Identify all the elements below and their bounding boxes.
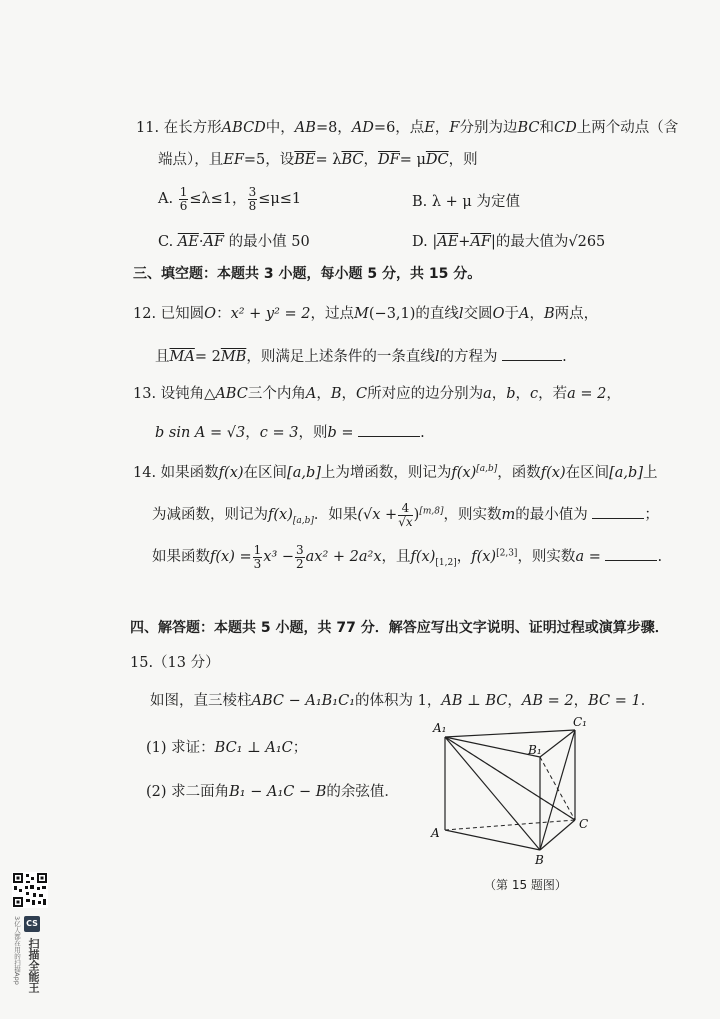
section4-title: 四、解答题：本题共 5 小题，共 77 分．解答应写出文字说明、证明过程或演算步骤．	[130, 620, 669, 636]
label-a: A	[431, 826, 440, 840]
brand-slogan: 3亿人都在用的扫描App	[13, 916, 21, 985]
qr-code-icon	[12, 872, 48, 908]
answer-blank[interactable]	[358, 424, 420, 437]
q13-line1: 13. 设钝角△ABC三个内角A，B，C所对应的边分别为a，b，c，若a = 2，	[133, 386, 621, 402]
fraction: $\frac{3}{2}$	[296, 543, 304, 571]
q11-line1: 11. 在长方形ABCD中，AB=8，AD=6，点E，F分别为边BC和CD上两个动点（含	[136, 120, 679, 136]
edge-b1c1	[540, 730, 575, 757]
q11-option-d: D. $|\overline{AE}+\overline{AF}|$的最大值为√265	[412, 234, 606, 250]
q11-line2: 端点），且EF=5，设$\overline{BE}= \lambda\overline{BC}$，$\overline{DF}= \mu\overline{DC}$，则	[158, 152, 478, 168]
fraction: $\frac{3}{8}$	[248, 185, 257, 213]
q11-option-c: C. $\overline{AE}\cdot\overline{AF}$ 的最小值 50	[158, 234, 310, 250]
q12-line1: 12. 已知圆O：x² + y² = 2，过点M(−3,1)的直线l交圆O于A，B两点，	[133, 306, 599, 322]
q14-line3: 如果函数f(x) = $\frac{1}{3}$ x³ − $\frac{3}{2}$ ax² + 2a²x，且$f(x)_{[1,2]}$，f(x)[2,3]，则实数a = .	[152, 543, 663, 571]
q15-part1: (1) 求证：BC₁ ⊥ A₁C；	[146, 740, 308, 756]
label-b: B	[535, 853, 544, 867]
fraction: $\frac{4}{√x}$	[398, 501, 413, 529]
cs-logo: CS	[24, 916, 40, 932]
q11-option-a: A. $\frac{1}{6}$ ≤λ≤1， $\frac{3}{8}$ ≤μ≤1	[158, 185, 302, 213]
figure-caption: （第 15 题图）	[484, 878, 567, 892]
fraction: $\frac{1}{6}$	[179, 185, 188, 213]
answer-blank[interactable]	[592, 506, 644, 519]
q13-line2: b sin A = √3，c = 3，则b = .	[155, 425, 425, 441]
answer-blank[interactable]	[605, 548, 657, 561]
q15-part2: (2) 求二面角B₁ − A₁C − B的余弦值．	[146, 784, 399, 800]
diag-bc1	[540, 730, 575, 850]
q14-line1: 14. 如果函数f(x)在区间[a,b]上为增函数，则记为f(x)[a,b]，函数f(x)在区间[a,b]上	[133, 464, 658, 481]
q11-option-b: B. λ + μ 为定值	[412, 194, 520, 210]
label-c1: C₁	[573, 715, 587, 729]
answer-blank[interactable]	[502, 348, 562, 361]
q12-line2: 且$\overline{MA}= 2\overline{MB}$，则满足上述条件的一条直线l的方程为 .	[155, 349, 567, 365]
q15-intro: 如图，直三棱柱ABC − A₁B₁C₁的体积为 1，AB ⊥ BC，AB = 2，BC = 1．	[150, 693, 656, 709]
label-a1: A₁	[433, 721, 447, 735]
label-b1: B₁	[528, 743, 542, 757]
prism-figure	[425, 712, 605, 892]
hidden-diag-b1c	[540, 757, 575, 820]
q15-header: 15.（13 分）	[130, 655, 220, 671]
section3-title: 三、填空题：本题共 3 小题，每小题 5 分，共 15 分。	[133, 266, 482, 282]
edge-a1c1	[445, 730, 575, 737]
fraction: $\frac{1}{3}$	[253, 543, 262, 571]
hidden-edge-ac	[445, 820, 575, 830]
q14-line2: 为减函数，则记为$f(x)_{[a,b]}$．如果(√x + $\frac{4}{√x}$ )[m,8]，则实数m的最小值为 ；	[152, 501, 659, 529]
edge-bc	[540, 820, 575, 850]
brand-name: 扫描全能王	[27, 938, 40, 993]
label-c: C	[579, 817, 589, 831]
